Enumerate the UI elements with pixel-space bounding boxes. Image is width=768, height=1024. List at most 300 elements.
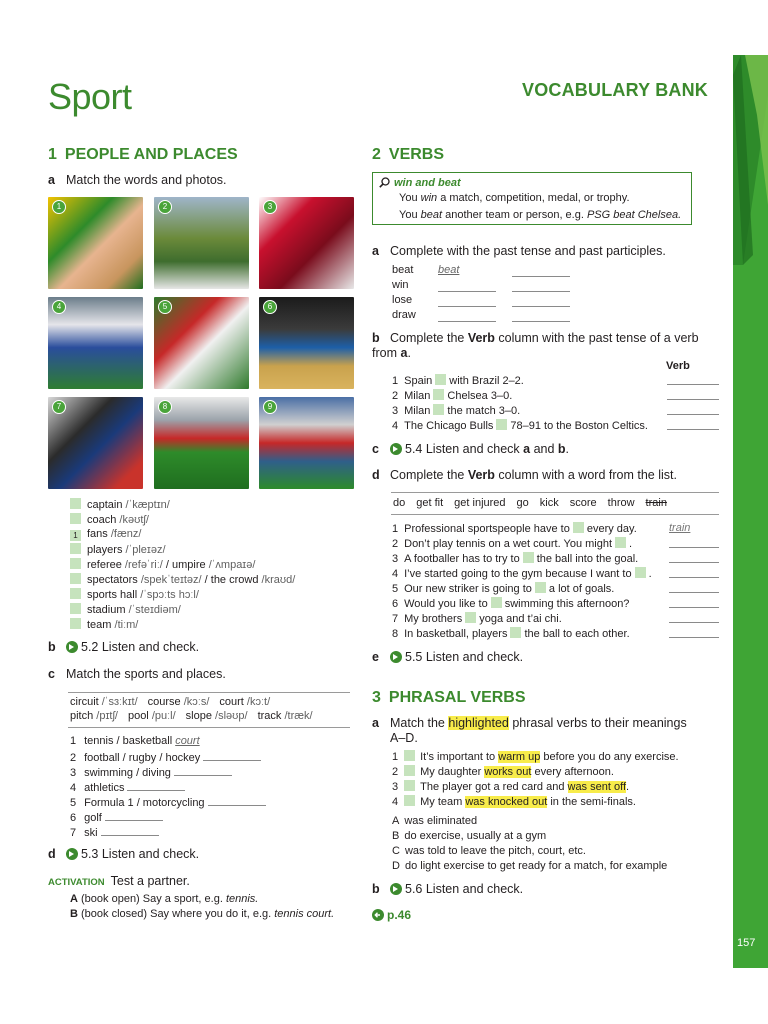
exercise-2a (372, 244, 666, 258)
sentence-end: in the semi-finals. (547, 796, 636, 808)
item-number: 1 (392, 523, 399, 535)
exercise-label: c (48, 667, 55, 681)
sentence-end: Chelsea 3–0. (447, 390, 513, 402)
answer-box[interactable] (70, 573, 81, 584)
answer-blank[interactable] (174, 765, 232, 776)
exercise-label: d (372, 468, 380, 482)
word-alt: / umpire (162, 559, 209, 571)
exercise-label: e (372, 650, 379, 664)
exercise-instruction: 5.3 Listen and check. (81, 847, 200, 861)
word: stadium (87, 604, 129, 616)
item-number: 2 (392, 390, 399, 402)
exercise-instruction: 5.5 Listen and check. (405, 650, 524, 664)
exercise-instruction: Match the words and photos. (66, 173, 227, 187)
sport-item (70, 810, 163, 824)
item-number: 2 (392, 538, 399, 550)
exercise-1d (48, 847, 199, 861)
sentence-item (392, 389, 719, 402)
sentence-item (392, 612, 719, 625)
text: highlighted (448, 716, 509, 730)
sentence-item (392, 374, 719, 387)
pronunciation: /ˈkæptɪn/ (125, 499, 170, 511)
audio-icon[interactable] (66, 848, 78, 860)
page-reference: p.46 (387, 908, 412, 922)
sport-item (70, 825, 159, 839)
answer-box[interactable] (510, 627, 521, 638)
activation-b-text: (book closed) Say where you do it, e.g. (81, 908, 275, 920)
answer-box[interactable] (535, 582, 546, 593)
list-word: score (569, 497, 597, 509)
highlighted-phrasal-verb: works out (484, 766, 532, 778)
photo-number: 3 (263, 200, 277, 214)
sentence-item (392, 627, 719, 640)
pronunciation: /pɪtʃ/ (96, 710, 118, 722)
verb-base: draw (392, 309, 416, 321)
text: Verb (467, 468, 495, 482)
verb-answer-blank[interactable] (669, 627, 719, 638)
places-list-line-1 (70, 696, 280, 708)
exercise-1a (48, 173, 227, 187)
sentence-item (392, 522, 719, 535)
activation (48, 874, 190, 888)
sentence-end: the ball to each other. (524, 628, 630, 640)
sentence-start: Milan (404, 390, 431, 402)
section-banner: VOCABULARY BANK (522, 80, 709, 100)
list-word: get fit (416, 497, 444, 509)
word: captain (87, 499, 126, 511)
sport-item (70, 780, 185, 794)
list-word: do (393, 497, 406, 509)
activation-b-example: tennis court. (274, 908, 335, 920)
verb-column-header: Verb (666, 360, 690, 372)
photo-number: 2 (158, 200, 172, 214)
verb-answer-blank[interactable] (669, 552, 719, 563)
verb-answer-blank[interactable] (667, 389, 719, 400)
pronunciation: /ˈsɜːkɪt/ (101, 696, 138, 708)
item-number: 8 (392, 628, 399, 640)
pronunciation: /kɔːt/ (246, 696, 271, 708)
exercise-2e (372, 650, 523, 664)
word-item (70, 573, 295, 586)
answer-box[interactable] (465, 612, 476, 623)
sentence-end: . (629, 538, 633, 550)
exercise-3b (372, 882, 523, 896)
answer-box[interactable] (496, 419, 507, 430)
phrasal-verb-item (392, 795, 636, 808)
exercise-label: c (372, 442, 379, 456)
photo-number: 7 (52, 400, 66, 414)
past-tense-blank[interactable] (438, 294, 496, 307)
exercise-1c (48, 667, 226, 681)
place-word: pitch (70, 710, 97, 722)
answer-blank[interactable] (101, 825, 159, 836)
answer-box[interactable] (404, 795, 415, 806)
page-title: Sport (48, 76, 132, 117)
page-reference-link[interactable] (372, 908, 411, 922)
answer-blank[interactable] (127, 780, 185, 791)
sport-item (70, 750, 261, 764)
text: beat (420, 209, 443, 221)
activation-text: Test a partner. (110, 874, 190, 888)
text: win (420, 192, 438, 204)
pronunciation: /ˈpleɪəz/ (125, 544, 166, 556)
sentence-end: . (648, 568, 652, 580)
highlighted-phrasal-verb: warm up (498, 751, 541, 763)
past-participle-blank[interactable] (512, 264, 570, 277)
item-number: 7 (70, 827, 77, 839)
pronunciation: /tiːm/ (114, 619, 139, 631)
pronunciation: /kəʊtʃ/ (119, 514, 149, 526)
divider (391, 492, 719, 493)
sentence-start: Don’t play tennis on a wet court. You might (404, 538, 613, 550)
verb-base: win (392, 279, 409, 291)
answer-box[interactable] (404, 765, 415, 776)
verb-answer-blank[interactable] (669, 612, 719, 623)
sentence-start: I’ve started going to the gym because I want to (404, 568, 632, 580)
verb-answer-blank[interactable] (669, 597, 719, 608)
answer-box[interactable] (70, 543, 81, 554)
word: fans (87, 528, 111, 540)
text: Complete the (390, 468, 468, 482)
word-item (70, 543, 166, 556)
meaning-text: do light exercise to get ready for a match, for example (404, 860, 668, 872)
section-1-heading (48, 146, 238, 164)
places-list-line-2 (70, 710, 323, 722)
meaning-item (392, 845, 586, 857)
answer-box[interactable] (491, 597, 502, 608)
sentence-start: A footballer has to try to (404, 553, 520, 565)
verb-base: beat (392, 264, 414, 276)
item-number: 5 (70, 797, 77, 809)
phrasal-verb-item (392, 750, 679, 763)
verb-answer-blank[interactable]: train (669, 522, 691, 534)
word-alt: / the crowd (201, 574, 262, 586)
verb-answer-blank[interactable] (667, 374, 719, 385)
word-item (70, 498, 170, 511)
win-beat-info-box (372, 172, 692, 225)
sentence-end: with Brazil 2–2. (449, 375, 524, 387)
highlighted-phrasal-verb: was knocked out (465, 796, 548, 808)
item-number: 3 (392, 781, 399, 793)
page-number: 157 (737, 937, 756, 949)
sport-name: Formula 1 / motorcycling (84, 797, 205, 809)
text: Complete the (390, 331, 468, 345)
activation-a-label: A (70, 893, 78, 905)
sentence-end: 78–91 to the Boston Celtics. (510, 420, 648, 432)
green-sidebar (733, 55, 768, 968)
answer-box[interactable]: 1 (70, 530, 81, 541)
word-item (70, 618, 138, 631)
item-number: 1 (70, 735, 77, 747)
list-word: go (516, 497, 529, 509)
sentence-item (392, 404, 719, 417)
sentence-end: every afternoon. (531, 766, 614, 778)
phrasal-verb-item (392, 780, 629, 793)
answer-box[interactable] (523, 552, 534, 563)
sentence-end: . (626, 781, 630, 793)
item-number: 5 (392, 583, 399, 595)
info-box-heading: win and beat (394, 177, 461, 189)
sentence-start: My daughter (420, 766, 485, 778)
word-item (70, 603, 181, 616)
item-number: 7 (392, 613, 399, 625)
answer-box[interactable] (70, 618, 81, 629)
sport-name: football / rugby / hockey (84, 752, 201, 764)
exercise-label: d (48, 847, 56, 861)
word: sports hall (87, 589, 141, 601)
sentence-start: Professional sportspeople have to (404, 523, 570, 535)
past-participle-blank[interactable] (512, 309, 570, 322)
text: . (407, 346, 411, 360)
sentence-start: The player got a red card and (420, 781, 568, 793)
arrow-icon (372, 909, 384, 921)
exercise-1b (48, 640, 199, 654)
past-participle-blank[interactable] (512, 294, 570, 307)
sport-name: golf (84, 812, 102, 824)
pronunciation: /sləʊp/ (215, 710, 248, 722)
activation-a (70, 893, 258, 905)
sentence-start: The Chicago Bulls (404, 420, 494, 432)
verb-word-list (393, 497, 678, 509)
meaning-text: do exercise, usually at a gym (404, 830, 547, 842)
answer-box[interactable] (70, 558, 81, 569)
sentence-start: Would you like to (404, 598, 488, 610)
sentence-end: yoga and t’ai chi. (479, 613, 562, 625)
word-item (70, 528, 141, 541)
item-number: 4 (70, 782, 77, 794)
past-participle-blank[interactable] (512, 279, 570, 292)
photo-referee (154, 197, 249, 289)
pronunciation: /ˈʌmpaɪə/ (208, 559, 256, 571)
audio-icon[interactable] (66, 641, 78, 653)
word-item (70, 513, 149, 526)
section-2-number: 2 (372, 146, 381, 163)
sentence-end: the match 3–0. (447, 405, 521, 417)
answer-blank[interactable] (208, 795, 266, 806)
photo-number: 4 (52, 300, 66, 314)
text: Verb (467, 331, 495, 345)
section-2-heading (372, 146, 444, 164)
item-number: 2 (70, 752, 77, 764)
text: 5.4 Listen and check (405, 442, 524, 456)
sentence-end: the ball into the goal. (536, 553, 639, 565)
meaning-text: was told to leave the pitch, court, etc. (404, 845, 586, 857)
text: a (523, 442, 531, 456)
sentence-start: My brothers (404, 613, 463, 625)
answer-box[interactable] (635, 567, 646, 578)
sentence-end: before you do any exercise. (540, 751, 679, 763)
photo-team (48, 297, 143, 389)
word: coach (87, 514, 120, 526)
answer-box[interactable] (70, 498, 81, 509)
meaning-item (392, 815, 477, 827)
sport-name: swimming / diving (84, 767, 171, 779)
place-word: slope (185, 710, 216, 722)
answer-box[interactable] (404, 780, 415, 791)
past-tense-blank[interactable] (438, 309, 496, 322)
word: team (87, 619, 115, 631)
item-number: 4 (392, 796, 399, 808)
info-box-title (379, 177, 461, 189)
pronunciation: /fænz/ (110, 528, 142, 540)
photo-number: 8 (158, 400, 172, 414)
sport-name: ski (84, 827, 98, 839)
photo-number: 9 (263, 400, 277, 414)
exercise-label: b (48, 640, 56, 654)
sport-name: tennis / basketball (84, 735, 173, 747)
answer-box[interactable] (70, 588, 81, 599)
answer-box[interactable] (70, 603, 81, 614)
sidebar-decoration (733, 55, 768, 265)
sentence-start: In basketball, players (404, 628, 508, 640)
info-box-line-1 (399, 192, 630, 204)
section-3-heading (372, 689, 526, 707)
pronunciation: /kɔːs/ (183, 696, 210, 708)
audio-icon[interactable] (390, 883, 402, 895)
photo-fans (48, 197, 143, 289)
text: a (400, 346, 408, 360)
meaning-letter: A (392, 815, 400, 827)
activation-label: ACTIVATION (48, 877, 105, 888)
activation-a-example: tennis. (225, 893, 259, 905)
word: players (87, 544, 126, 556)
sport-name: athletics (84, 782, 125, 794)
text: PSG beat Chelsea. (586, 209, 682, 221)
list-word: train (645, 497, 667, 509)
meaning-text: was eliminated (404, 815, 478, 827)
answer-box[interactable] (70, 513, 81, 524)
answer-box[interactable] (615, 537, 626, 548)
answer-blank[interactable] (203, 750, 261, 761)
answer-box[interactable] (573, 522, 584, 533)
item-number: 6 (70, 812, 77, 824)
sentence-start: Our new striker is going to (404, 583, 532, 595)
item-number: 1 (392, 751, 399, 763)
answer-blank[interactable] (105, 810, 163, 821)
photo-number: 1 (52, 200, 66, 214)
sentence-start: Milan (404, 405, 431, 417)
section-3-title: PHRASAL VERBS (388, 689, 526, 706)
exercise-2c (372, 442, 569, 456)
answer-blank[interactable]: court (175, 735, 200, 747)
verb-answer-blank[interactable] (667, 419, 719, 430)
text: b (557, 442, 566, 456)
answer-box[interactable] (404, 750, 415, 761)
word-item (70, 558, 255, 571)
pronunciation: /ˈspɔːts hɔːl/ (140, 589, 199, 601)
pronunciation: /refəˈriː/ (124, 559, 163, 571)
search-icon (379, 177, 390, 188)
audio-icon[interactable] (390, 651, 402, 663)
phrasal-verb-item (392, 765, 614, 778)
section-2-title: VERBS (388, 146, 445, 163)
meaning-item (392, 860, 667, 872)
sentence-end: swimming this afternoon? (504, 598, 630, 610)
exercise-2b (372, 331, 712, 361)
divider (68, 727, 350, 728)
pronunciation: /kraʊd/ (261, 574, 296, 586)
divider (68, 692, 350, 693)
divider (391, 514, 719, 515)
past-tense-blank[interactable] (438, 279, 496, 292)
item-number: 6 (392, 598, 399, 610)
item-number: 2 (392, 766, 399, 778)
exercise-instruction: Match the sports and places. (66, 667, 226, 681)
audio-icon[interactable] (390, 443, 402, 455)
place-word: pool (127, 710, 152, 722)
sentence-item (392, 597, 719, 610)
place-word: circuit (70, 696, 102, 708)
info-box-line-2 (399, 209, 681, 221)
activation-b (70, 908, 334, 920)
sentence-end: every day. (586, 523, 637, 535)
photo-stadium (154, 397, 249, 489)
item-number: 3 (392, 553, 399, 565)
sentence-item (392, 537, 719, 550)
pronunciation: /spekˈteɪtəz/ (140, 574, 202, 586)
text: Match the (390, 716, 449, 730)
text: phrasal verbs to their meanings (508, 716, 687, 730)
pronunciation: /ˈsteɪdiəm/ (128, 604, 181, 616)
photo-players (154, 297, 249, 389)
sport-item (70, 735, 233, 747)
exercise-instruction: Complete with the past tense and past participles. (390, 244, 666, 258)
activation-a-text: (book open) Say a sport, e.g. (81, 893, 226, 905)
text: a match, competition, medal, or trophy. (437, 192, 630, 204)
exercise-label: a (372, 244, 379, 258)
sport-item (70, 795, 266, 809)
answer-box[interactable] (433, 404, 444, 415)
verb-base: lose (392, 294, 413, 306)
verb-answer-blank[interactable] (669, 582, 719, 593)
word: referee (87, 559, 125, 571)
exercise-label: a (372, 716, 379, 730)
item-number: 3 (70, 767, 77, 779)
sentence-item (392, 582, 719, 595)
exercise-label: a (48, 173, 55, 187)
photo-captain (259, 197, 354, 289)
past-tense-blank[interactable]: beat (438, 264, 460, 276)
section-3-number: 3 (372, 689, 381, 706)
text: column with the past tense of a verb from (372, 331, 699, 360)
exercise-instruction: 5.6 Listen and check. (405, 882, 524, 896)
item-number: 3 (392, 405, 399, 417)
meaning-letter: B (392, 830, 400, 842)
photo-sports-hall (259, 297, 354, 389)
text: . (565, 442, 570, 456)
item-number: 4 (392, 568, 399, 580)
text: You (399, 209, 421, 221)
exercise-label: b (372, 882, 380, 896)
answer-box[interactable] (433, 389, 444, 400)
sentence-item (392, 567, 719, 580)
sentence-start: Spain (404, 375, 433, 387)
word: spectators (87, 574, 141, 586)
pronunciation: /puːl/ (151, 710, 176, 722)
text: A–D. (390, 731, 418, 745)
answer-box[interactable] (435, 374, 446, 385)
text: and (530, 442, 558, 456)
verb-answer-blank[interactable] (669, 537, 719, 548)
photo-coach (48, 397, 143, 489)
meaning-letter: D (392, 860, 400, 872)
photo-spectators (259, 397, 354, 489)
sport-item (70, 765, 232, 779)
text: You (399, 192, 421, 204)
exercise-3a (372, 716, 722, 746)
verb-answer-blank[interactable] (669, 567, 719, 578)
verb-answer-blank[interactable] (667, 404, 719, 415)
